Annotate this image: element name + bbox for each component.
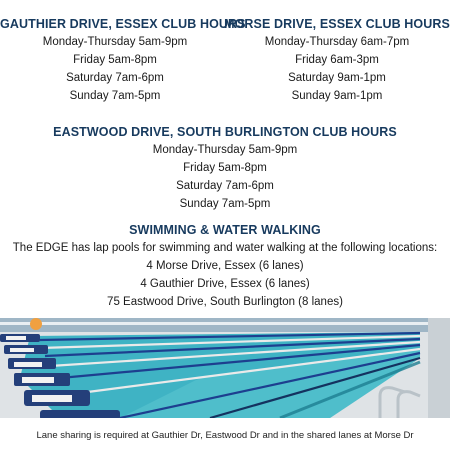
gauthier-hours-heading: GAUTHIER DRIVE, ESSEX CLUB HOURS xyxy=(0,17,246,31)
pool-photo xyxy=(0,318,450,418)
swimming-location: 4 Gauthier Drive, Essex (6 lanes) xyxy=(140,278,310,290)
morse-hours-section xyxy=(222,16,450,105)
eastwood-hours-line: Friday 5am-8pm xyxy=(183,162,267,174)
morse-hours-heading: MORSE DRIVE, ESSEX CLUB HOURS xyxy=(224,17,450,31)
swimming-intro: The EDGE has lap pools for swimming and water walking at the following locations: xyxy=(12,242,438,254)
morse-hours-line: Friday 6am-3pm xyxy=(295,54,379,66)
eastwood-hours-heading: EASTWOOD DRIVE, SOUTH BURLINGTON CLUB HOURS xyxy=(53,125,397,139)
gauthier-hours-line: Monday-Thursday 5am-9pm xyxy=(42,36,188,48)
gauthier-hours-line: Friday 5am-8pm xyxy=(73,54,157,66)
swimming-location: 4 Morse Drive, Essex (6 lanes) xyxy=(146,260,304,272)
eastwood-hours-line: Sunday 7am-5pm xyxy=(179,198,271,210)
swimming-section xyxy=(0,222,450,311)
gauthier-hours-line: Saturday 7am-6pm xyxy=(66,72,164,84)
morse-hours-line: Saturday 9am-1pm xyxy=(288,72,386,84)
swimming-heading: SWIMMING & WATER WALKING xyxy=(129,223,321,237)
morse-hours-line: Sunday 9am-1pm xyxy=(291,90,383,102)
lane-sharing-note: Lane sharing is required at Gauthier Dr, Eastwood Dr and in the shared lanes at Morse Dr xyxy=(36,430,414,441)
morse-hours-line: Monday-Thursday 6am-7pm xyxy=(264,36,410,48)
gauthier-hours-section xyxy=(0,16,246,105)
eastwood-hours-section xyxy=(0,124,450,213)
eastwood-hours-line: Monday-Thursday 5am-9pm xyxy=(152,144,298,156)
gauthier-hours-line: Sunday 7am-5pm xyxy=(69,90,161,102)
eastwood-hours-line: Saturday 7am-6pm xyxy=(176,180,274,192)
swimming-location: 75 Eastwood Drive, South Burlington (8 lanes) xyxy=(107,296,343,308)
